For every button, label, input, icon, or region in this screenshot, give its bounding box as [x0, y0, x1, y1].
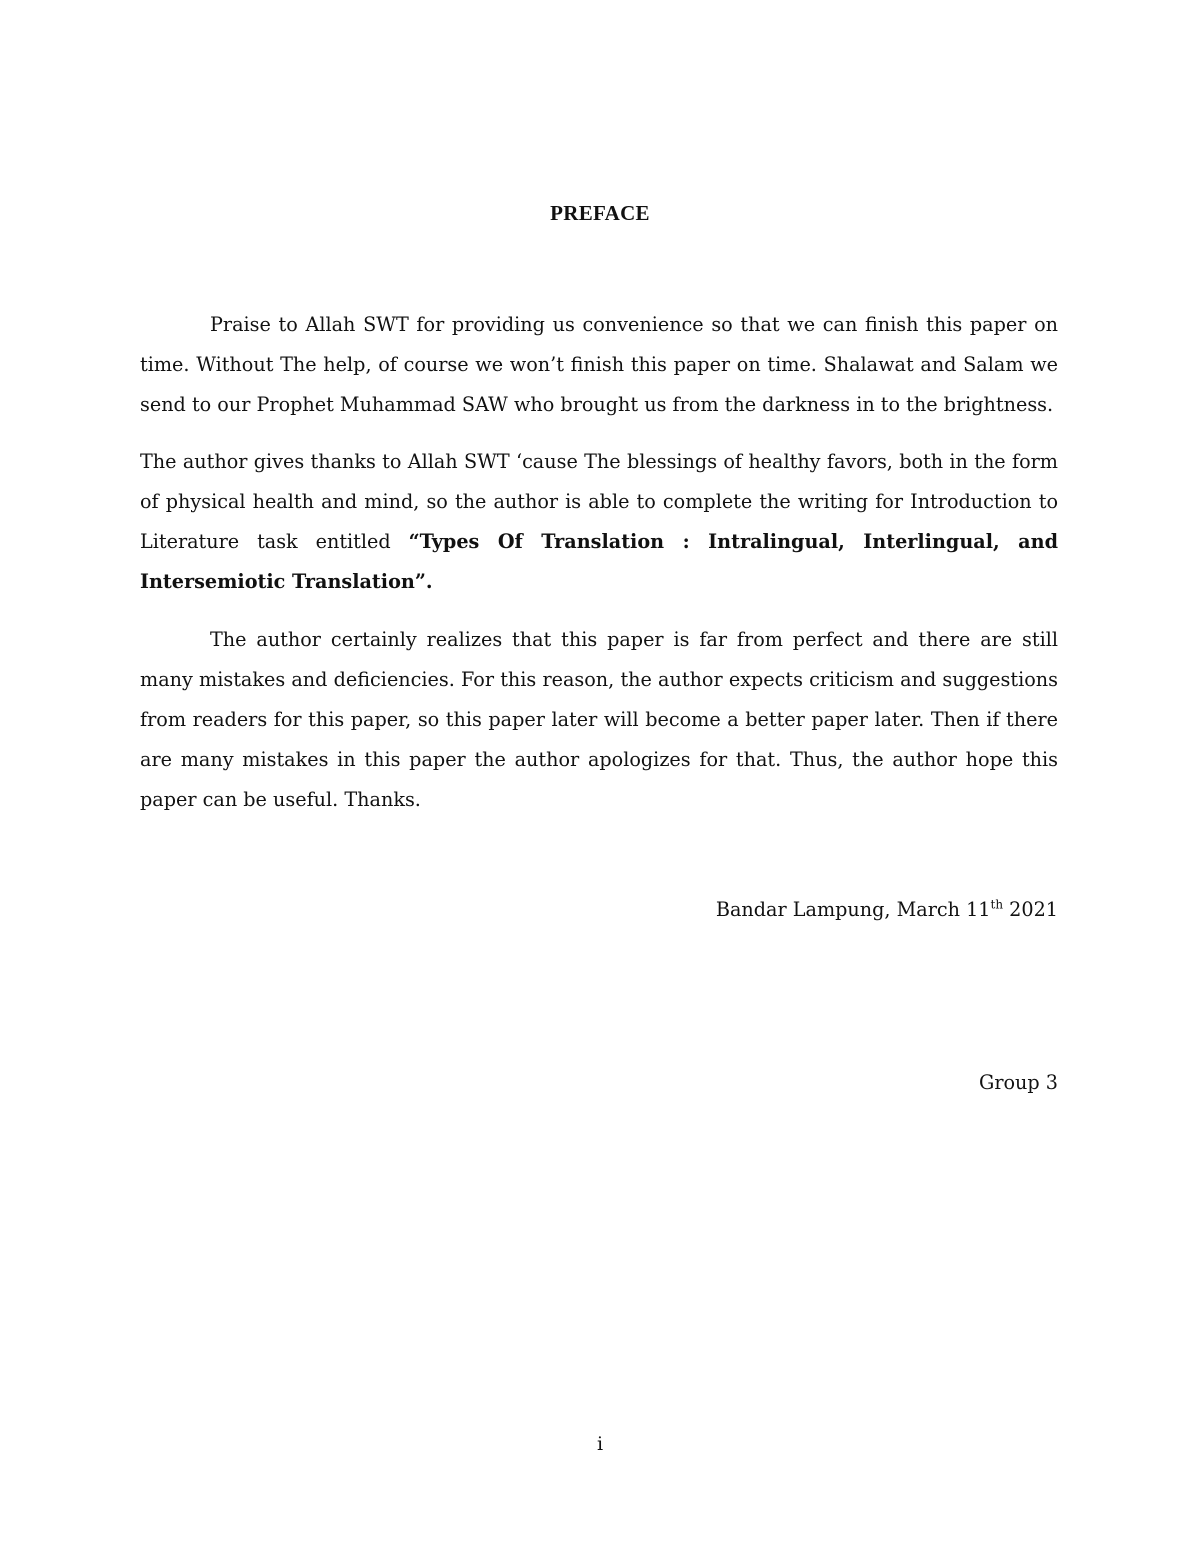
- place-and-date: [716, 898, 1058, 921]
- paragraph-3: The author certainly realizes that this paper is far from perfect and there are still many mistakes and deficiencies. For this reason, the author expects criticism and suggestions from readers for this paper, so this paper later will become a better paper later. Then if there are many mistakes in this paper the author apologizes for that. Thus, the author hope this paper can be useful. Thanks.: [140, 628, 1058, 811]
- group-signature: Group 3: [979, 1071, 1058, 1094]
- paragraph-2: [140, 442, 1058, 602]
- page-title: PREFACE: [550, 201, 650, 225]
- date-superscript: th: [990, 897, 1004, 912]
- paragraph-1: Praise to Allah SWT for providing us convenience so that we can finish this paper on time. Without The help, of course we won’t finish this paper on time. Shalawat and Salam we send to our Prophet Muhammad SAW who brought us from the darkness in to the brightness.: [140, 313, 1058, 416]
- place-date-prefix: Bandar Lampung, March 11: [715, 898, 991, 921]
- page-number: i: [596, 1433, 604, 1455]
- paragraph-2-intro: The author gives thanks to Allah SWT ‘cause The blessings of healthy favors, both in the form of physical health and mind, so the author is able to complete the writing for Introduction to Literature task entitled: [140, 450, 1058, 553]
- year: 2021: [1003, 898, 1058, 921]
- paper-title-bold: “Types Of Translation : Intralingual, Interlingual, and Intersemiotic Translation”.: [140, 530, 1058, 593]
